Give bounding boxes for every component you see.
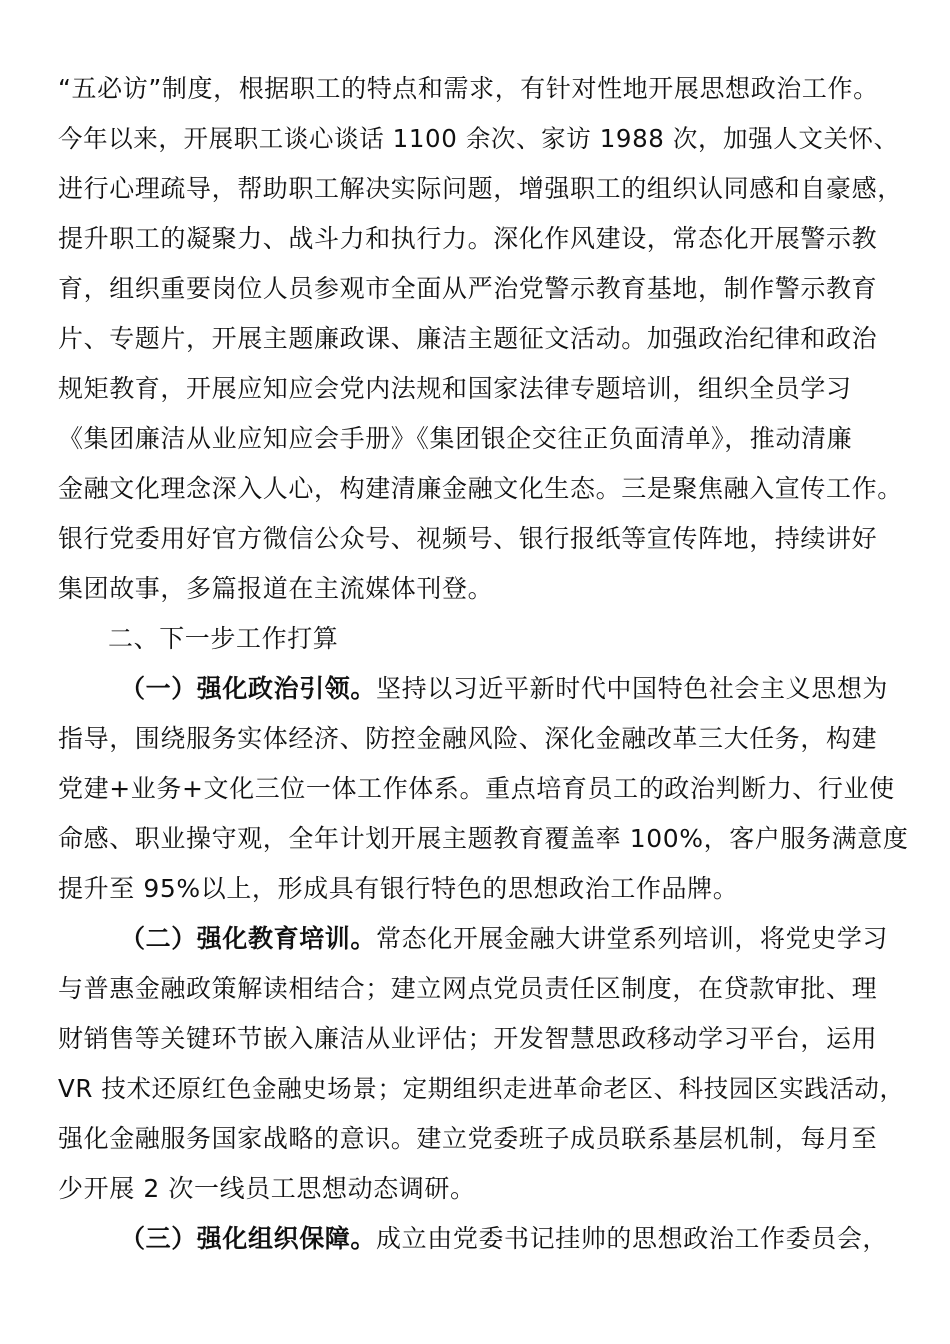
body-text-line: 党建+业务+文化三位一体工作体系。重点培育员工的政治判断力、行业使 [58,774,895,803]
body-text-line: 集团故事，多篇报道在主流媒体刊登。 [58,574,494,603]
body-text-line: 强化金融服务国家战略的意识。建立党委班子成员联系基层机制，每月至 [58,1124,878,1153]
subsection-2-first-line [120,922,888,956]
body-text-line: 指导，围绕服务实体经济、防控金融风险、深化金融改革三大任务，构建 [58,724,878,753]
body-text-line: 与普惠金融政策解读相结合；建立网点党员责任区制度，在贷款审批、理 [58,974,878,1003]
body-text-line: “五必访”制度，根据职工的特点和需求，有针对性地开展思想政治工作。 [58,74,879,103]
body-text-line: 提升职工的凝聚力、战斗力和执行力。深化作风建设，常态化开展警示教 [58,224,878,253]
subsection-1-title: （一）强化政治引领。 [120,674,377,703]
body-text-line: 片、专题片，开展主题廉政课、廉洁主题征文活动。加强政治纪律和政治 [58,324,878,353]
body-text-line: 命感、职业操守观，全年计划开展主题教育覆盖率 100%，客户服务满意度 [58,824,909,853]
subsection-3-first-line [120,1222,888,1256]
body-text-line: 金融文化理念深入人心，构建清廉金融文化生态。三是聚焦融入宣传工作。 [58,474,903,503]
body-text-line: 育，组织重要岗位人员参观市全面从严治党警示教育基地，制作警示教育 [58,274,878,303]
subsection-2-first-text: 常态化开展金融大讲堂系列培训，将党史学习 [376,924,889,953]
subsection-1-first-text: 坚持以习近平新时代中国特色社会主义思想为 [376,674,889,703]
body-text-line: 提升至 95%以上，形成具有银行特色的思想政治工作品牌。 [58,874,739,903]
section-heading: 二、下一步工作打算 [108,624,339,653]
body-text-line: 银行党委用好官方微信公众号、视频号、银行报纸等宣传阵地，持续讲好 [58,524,878,553]
body-text-line: 少开展 2 次一线员工思想动态调研。 [58,1174,476,1203]
subsection-2-title: （二）强化教育培训。 [120,924,377,953]
subsection-3-first-text: 成立由党委书记挂帅的思想政治工作委员会， [376,1224,889,1253]
subsection-1-first-line [120,672,888,706]
body-text-line: 财销售等关键环节嵌入廉洁从业评估；开发智慧思政移动学习平台，运用 [58,1024,878,1053]
subsection-3-title: （三）强化组织保障。 [120,1224,377,1253]
body-text-line: 今年以来，开展职工谈心谈话 1100 余次、家访 1988 次，加强人文关怀、 [58,124,899,153]
body-text-line: 规矩教育，开展应知应会党内法规和国家法律专题培训，组织全员学习 [58,374,852,403]
body-text-line: 进行心理疏导，帮助职工解决实际问题，增强职工的组织认同感和自豪感， [58,174,903,203]
body-text-line: 《集团廉洁从业应知应会手册》《集团银企交往正负面清单》，推动清廉 [58,424,853,453]
body-text-line: VR 技术还原红色金融史场景；定期组织走进革命老区、科技园区实践活动， [58,1074,905,1103]
